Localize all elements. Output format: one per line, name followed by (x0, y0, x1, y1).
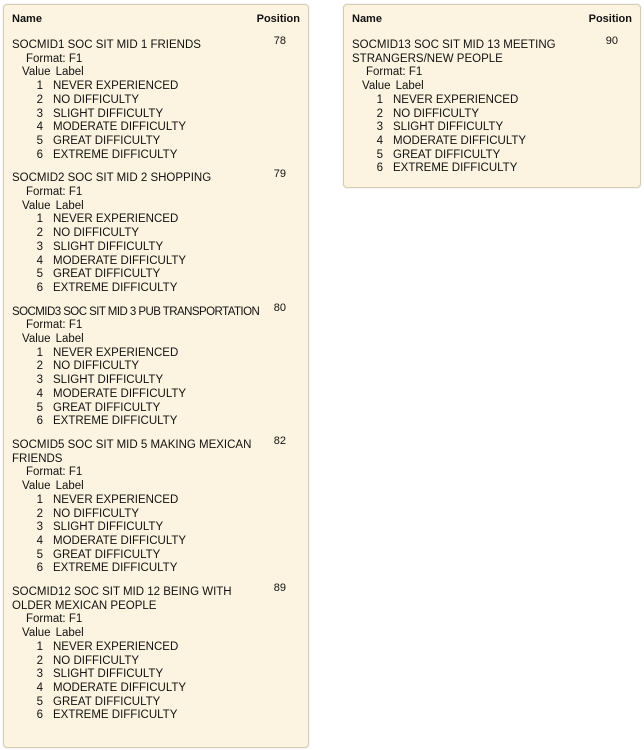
value-row (4, 655, 308, 669)
value-row (4, 227, 308, 241)
value-row (344, 162, 640, 176)
value-label: NEVER EXPERIENCED (53, 640, 179, 653)
variable-block (4, 35, 308, 162)
value-row (344, 149, 640, 163)
label-header: Label (55, 480, 84, 493)
value-label: EXTREME DIFFICULTY (53, 281, 178, 294)
value-label: EXTREME DIFFICULTY (53, 562, 178, 575)
value-row (344, 135, 640, 149)
value-label: GREAT DIFFICULTY (393, 148, 501, 161)
variable-title: SOCMID1 SOC SIT MID 1 FRIENDS (12, 39, 201, 51)
value-label: NO DIFFICULTY (53, 93, 140, 106)
value-code: 1 (36, 80, 43, 93)
value-label-header (22, 200, 308, 214)
value-label: EXTREME DIFFICULTY (53, 709, 178, 722)
value-label: MODERATE DIFFICULTY (53, 121, 187, 134)
value-row (4, 360, 308, 374)
value-row (4, 268, 308, 282)
value-code: 5 (36, 268, 43, 281)
value-code: 6 (376, 162, 383, 175)
value-label: SLIGHT DIFFICULTY (53, 521, 164, 534)
value-code: 5 (36, 134, 43, 147)
value-row (4, 549, 308, 563)
value-row (4, 108, 308, 122)
variable-title: SOCMID12 SOC SIT MID 12 BEING WITH OLDER MEXICAN PEOPLE (12, 586, 232, 612)
value-label: NO DIFFICULTY (53, 360, 140, 373)
value-row (4, 241, 308, 255)
value-row (4, 80, 308, 94)
value-code: 6 (36, 281, 43, 294)
format-line (26, 186, 308, 200)
format-line (26, 613, 308, 627)
format-line (26, 466, 308, 480)
variable-title: SOCMID13 SOC SIT MID 13 MEETING STRANGERS/NEW PEOPLE (352, 39, 556, 65)
value-label: NO DIFFICULTY (393, 107, 480, 120)
value-code: 2 (36, 654, 43, 667)
value-row (4, 508, 308, 522)
value-label: EXTREME DIFFICULTY (393, 162, 518, 175)
value-code: 3 (36, 240, 43, 253)
value-code: 1 (36, 213, 43, 226)
label-header: Label (55, 199, 84, 212)
value-row (4, 562, 308, 576)
format-label: Format: (26, 186, 66, 199)
variable-panel-left (3, 4, 309, 748)
value-label: GREAT DIFFICULTY (53, 401, 161, 414)
value-code: 5 (36, 695, 43, 708)
value-label: NEVER EXPERIENCED (53, 213, 179, 226)
name-column-header: Name (352, 13, 382, 25)
value-code: 4 (36, 254, 43, 267)
variable-position: 79 (273, 168, 286, 181)
format-value: F1 (68, 319, 83, 332)
value-row (4, 149, 308, 163)
value-row (4, 374, 308, 388)
value-code: 4 (36, 681, 43, 694)
format-line (366, 66, 640, 80)
label-header: Label (55, 333, 84, 346)
value-label: MODERATE DIFFICULTY (53, 254, 187, 267)
value-label: SLIGHT DIFFICULTY (393, 121, 504, 134)
format-value: F1 (68, 466, 83, 479)
variable-block (344, 35, 640, 176)
variable-block (4, 301, 308, 429)
format-value: F1 (408, 66, 423, 79)
value-row (4, 135, 308, 149)
variable-title: SOCMID2 SOC SIT MID 2 SHOPPING (12, 172, 212, 185)
name-column-header: Name (12, 13, 42, 25)
value-code: 3 (376, 121, 383, 134)
variable-panel-right (343, 4, 641, 188)
format-label: Format: (366, 66, 406, 79)
value-code: 2 (36, 93, 43, 106)
value-code: 2 (36, 507, 43, 520)
value-code: 4 (36, 387, 43, 400)
value-code: 3 (36, 668, 43, 681)
value-label-header (22, 333, 308, 347)
value-code: 1 (36, 640, 43, 653)
value-label: SLIGHT DIFFICULTY (53, 240, 164, 253)
value-code: 4 (36, 121, 43, 134)
value-label: GREAT DIFFICULTY (53, 695, 161, 708)
value-label: NEVER EXPERIENCED (53, 493, 179, 506)
value-header: Value (22, 333, 51, 346)
value-header: Value (22, 66, 51, 79)
value-label: GREAT DIFFICULTY (53, 268, 161, 281)
value-row (4, 682, 308, 696)
value-row (4, 494, 308, 508)
variable-block (4, 582, 308, 723)
value-row (4, 388, 308, 402)
value-code: 6 (36, 148, 43, 161)
variable-list (4, 35, 308, 723)
value-label: NEVER EXPERIENCED (53, 80, 179, 93)
value-label: EXTREME DIFFICULTY (53, 148, 178, 161)
position-column-header: Position (588, 13, 632, 25)
value-code: 3 (36, 374, 43, 387)
variable-position: 80 (273, 301, 286, 314)
value-code: 1 (36, 493, 43, 506)
value-code: 3 (36, 107, 43, 120)
format-line (26, 53, 308, 67)
value-row (4, 255, 308, 269)
value-label: SLIGHT DIFFICULTY (53, 374, 164, 387)
value-row (4, 535, 308, 549)
value-code: 1 (36, 346, 43, 359)
value-code: 4 (376, 134, 383, 147)
value-row (344, 108, 640, 122)
value-code: 5 (36, 401, 43, 414)
value-row (4, 521, 308, 535)
value-label: MODERATE DIFFICULTY (53, 681, 187, 694)
variable-title: SOCMID5 SOC SIT MID 5 MAKING MEXICAN FRIENDS (12, 438, 252, 465)
value-row (4, 709, 308, 723)
value-code: 4 (36, 534, 43, 547)
variable-position: 78 (273, 35, 286, 47)
variable-position: 90 (605, 35, 618, 47)
value-row (4, 94, 308, 108)
label-header: Label (55, 66, 84, 79)
variable-position: 82 (273, 434, 286, 447)
value-code: 1 (376, 93, 383, 106)
value-label: MODERATE DIFFICULTY (393, 134, 527, 147)
value-code: 6 (36, 415, 43, 428)
value-row (4, 415, 308, 429)
value-code: 2 (36, 227, 43, 240)
value-label: NO DIFFICULTY (53, 507, 140, 520)
value-row (4, 668, 308, 682)
value-code: 5 (376, 148, 383, 161)
value-code: 6 (36, 562, 43, 575)
variable-block (4, 168, 308, 295)
value-label: MODERATE DIFFICULTY (53, 387, 187, 400)
value-code: 2 (36, 360, 43, 373)
value-code: 6 (36, 709, 43, 722)
value-label: NEVER EXPERIENCED (393, 93, 519, 106)
format-label: Format: (26, 319, 66, 332)
value-label: SLIGHT DIFFICULTY (53, 668, 164, 681)
value-header: Value (22, 627, 51, 640)
value-header: Value (22, 480, 51, 493)
label-header: Label (395, 80, 424, 93)
format-value: F1 (68, 613, 83, 626)
value-row (4, 641, 308, 655)
format-label: Format: (26, 466, 66, 479)
value-label: NO DIFFICULTY (53, 227, 140, 240)
value-label: SLIGHT DIFFICULTY (53, 107, 164, 120)
format-line (26, 319, 308, 333)
position-column-header: Position (256, 13, 300, 25)
variable-title: SOCMID3 SOC SIT MID 3 PUB TRANSPORTATION (12, 305, 260, 318)
value-label: NO DIFFICULTY (53, 654, 140, 667)
value-row (4, 696, 308, 710)
value-label-header (22, 66, 308, 80)
value-row (4, 347, 308, 361)
value-code: 2 (376, 107, 383, 120)
variable-list (344, 35, 640, 176)
value-header: Value (362, 80, 391, 93)
value-label-header (362, 80, 640, 94)
format-label: Format: (26, 52, 66, 65)
value-row (4, 213, 308, 227)
value-row (344, 94, 640, 108)
value-row (4, 121, 308, 135)
label-header: Label (55, 627, 84, 640)
value-header: Value (22, 199, 51, 212)
value-code: 3 (36, 521, 43, 534)
value-label-header (22, 627, 308, 641)
value-code: 5 (36, 548, 43, 561)
value-row (4, 282, 308, 296)
value-label-header (22, 480, 308, 494)
variable-position: 89 (273, 582, 286, 595)
value-label: EXTREME DIFFICULTY (53, 415, 178, 428)
variable-block (4, 434, 308, 576)
value-label: GREAT DIFFICULTY (53, 134, 161, 147)
format-value: F1 (68, 52, 83, 65)
format-label: Format: (26, 613, 66, 626)
value-label: NEVER EXPERIENCED (53, 346, 179, 359)
value-label: GREAT DIFFICULTY (53, 548, 161, 561)
value-row (4, 402, 308, 416)
value-row (344, 121, 640, 135)
value-label: MODERATE DIFFICULTY (53, 534, 187, 547)
format-value: F1 (68, 186, 83, 199)
